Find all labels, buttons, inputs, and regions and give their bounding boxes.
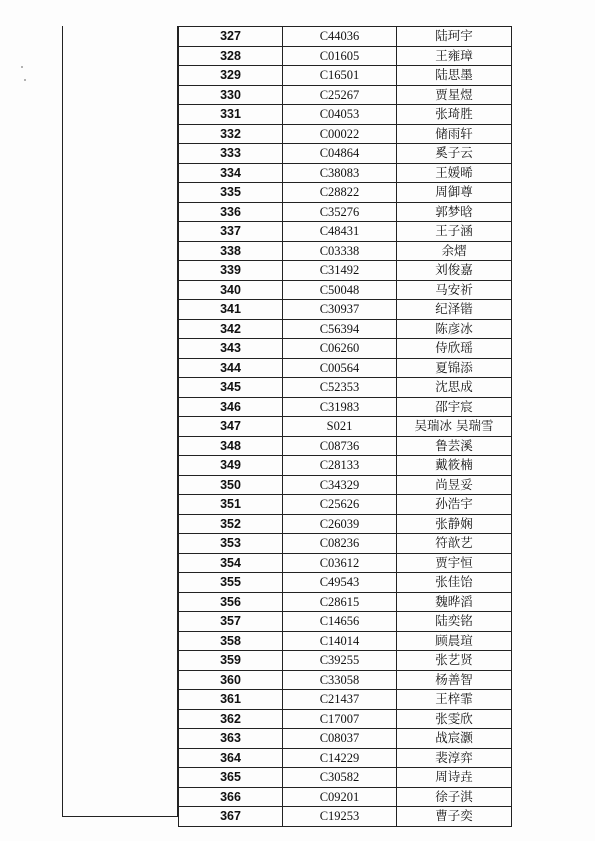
row-number: 330 <box>179 85 283 105</box>
student-name: 魏晔滔 <box>397 592 512 612</box>
table-row <box>179 163 512 183</box>
student-name: 裴淳弈 <box>397 748 512 768</box>
row-number: 333 <box>179 144 283 164</box>
student-name: 符歆艺 <box>397 534 512 554</box>
student-code: C52353 <box>283 378 397 398</box>
student-name: 邵宇宸 <box>397 397 512 417</box>
roster-table-body <box>179 27 512 827</box>
student-name: 纪泽锴 <box>397 300 512 320</box>
student-code: C19253 <box>283 807 397 827</box>
student-code: C28822 <box>283 183 397 203</box>
row-number: 345 <box>179 378 283 398</box>
student-code: C28615 <box>283 592 397 612</box>
table-row <box>179 124 512 144</box>
student-code: C30582 <box>283 768 397 788</box>
student-name: 余熠 <box>397 241 512 261</box>
table-row <box>179 339 512 359</box>
student-code: C17007 <box>283 709 397 729</box>
student-code: C00022 <box>283 124 397 144</box>
table-row <box>179 514 512 534</box>
student-name: 陈彦冰 <box>397 319 512 339</box>
student-name: 鲁芸溪 <box>397 436 512 456</box>
student-code: C01605 <box>283 46 397 66</box>
row-number: 357 <box>179 612 283 632</box>
table-row <box>179 768 512 788</box>
student-name: 张艺贤 <box>397 651 512 671</box>
row-number: 364 <box>179 748 283 768</box>
student-name: 周诗垚 <box>397 768 512 788</box>
row-number: 365 <box>179 768 283 788</box>
row-number: 346 <box>179 397 283 417</box>
table-row <box>179 85 512 105</box>
row-number: 363 <box>179 729 283 749</box>
student-name: 张琦胜 <box>397 105 512 125</box>
student-code: C28133 <box>283 456 397 476</box>
table-row <box>179 748 512 768</box>
student-name: 奚子云 <box>397 144 512 164</box>
table-row <box>179 729 512 749</box>
row-number: 367 <box>179 807 283 827</box>
merged-category-cell <box>62 26 178 817</box>
table-row <box>179 436 512 456</box>
student-name: 周御尊 <box>397 183 512 203</box>
row-number: 349 <box>179 456 283 476</box>
table-row <box>179 417 512 437</box>
student-name: 陆思墨 <box>397 66 512 86</box>
student-code: C35276 <box>283 202 397 222</box>
student-code: C04864 <box>283 144 397 164</box>
row-number: 353 <box>179 534 283 554</box>
student-code: C38083 <box>283 163 397 183</box>
student-code: C08736 <box>283 436 397 456</box>
student-name: 侍欣瑶 <box>397 339 512 359</box>
table-row <box>179 534 512 554</box>
student-name: 沈思成 <box>397 378 512 398</box>
student-name: 马安祈 <box>397 280 512 300</box>
row-number: 337 <box>179 222 283 242</box>
student-name: 夏锦添 <box>397 358 512 378</box>
roster-table <box>178 26 512 827</box>
row-number: 329 <box>179 66 283 86</box>
student-name: 贾宇恒 <box>397 553 512 573</box>
table-row <box>179 475 512 495</box>
student-code: C25267 <box>283 85 397 105</box>
table-row <box>179 144 512 164</box>
row-number: 351 <box>179 495 283 515</box>
row-number: 334 <box>179 163 283 183</box>
student-code: C44036 <box>283 27 397 47</box>
table-row <box>179 456 512 476</box>
student-code: C03338 <box>283 241 397 261</box>
student-name: 徐子淇 <box>397 787 512 807</box>
student-name: 王雍璋 <box>397 46 512 66</box>
table-row <box>179 280 512 300</box>
table-row <box>179 27 512 47</box>
row-number: 362 <box>179 709 283 729</box>
table-row <box>179 690 512 710</box>
row-number: 347 <box>179 417 283 437</box>
row-number: 328 <box>179 46 283 66</box>
student-code: C14229 <box>283 748 397 768</box>
row-number: 332 <box>179 124 283 144</box>
student-name: 陆奕铭 <box>397 612 512 632</box>
student-name: 陆珂宇 <box>397 27 512 47</box>
table-row <box>179 300 512 320</box>
row-number: 342 <box>179 319 283 339</box>
table-row <box>179 592 512 612</box>
student-name: 杨善智 <box>397 670 512 690</box>
student-code: C14014 <box>283 631 397 651</box>
row-number: 356 <box>179 592 283 612</box>
student-name: 尚昱妥 <box>397 475 512 495</box>
student-code: C08236 <box>283 534 397 554</box>
table-row <box>179 202 512 222</box>
student-name: 曹子奕 <box>397 807 512 827</box>
table-row <box>179 319 512 339</box>
table-row <box>179 378 512 398</box>
student-code: C21437 <box>283 690 397 710</box>
table-row <box>179 358 512 378</box>
student-name: 王子涵 <box>397 222 512 242</box>
table-row <box>179 709 512 729</box>
student-name: 张静娴 <box>397 514 512 534</box>
student-name: 张雯欣 <box>397 709 512 729</box>
table-row <box>179 670 512 690</box>
student-code: C31492 <box>283 261 397 281</box>
student-code: C34329 <box>283 475 397 495</box>
student-code: C16501 <box>283 66 397 86</box>
row-number: 335 <box>179 183 283 203</box>
table-row <box>179 573 512 593</box>
student-code: C03612 <box>283 553 397 573</box>
table-row <box>179 553 512 573</box>
student-code: C33058 <box>283 670 397 690</box>
student-code: C09201 <box>283 787 397 807</box>
student-code: C48431 <box>283 222 397 242</box>
student-name: 贾星煜 <box>397 85 512 105</box>
student-name: 郭梦晗 <box>397 202 512 222</box>
student-code: C49543 <box>283 573 397 593</box>
row-number: 348 <box>179 436 283 456</box>
row-number: 341 <box>179 300 283 320</box>
student-name: 刘俊嘉 <box>397 261 512 281</box>
row-number: 344 <box>179 358 283 378</box>
scan-speck <box>21 66 23 68</box>
table-row <box>179 105 512 125</box>
table-row <box>179 241 512 261</box>
student-name: 吴瑞冰 吴瑞雪 <box>397 417 512 437</box>
student-code: C06260 <box>283 339 397 359</box>
student-code: C50048 <box>283 280 397 300</box>
table-row <box>179 397 512 417</box>
student-name: 张佳饴 <box>397 573 512 593</box>
student-name: 戴筱楠 <box>397 456 512 476</box>
row-number: 331 <box>179 105 283 125</box>
student-name: 王梓霏 <box>397 690 512 710</box>
row-number: 350 <box>179 475 283 495</box>
row-number: 366 <box>179 787 283 807</box>
row-number: 361 <box>179 690 283 710</box>
student-code: C08037 <box>283 729 397 749</box>
student-code: C30937 <box>283 300 397 320</box>
table-row <box>179 495 512 515</box>
row-number: 340 <box>179 280 283 300</box>
student-code: C00564 <box>283 358 397 378</box>
row-number: 360 <box>179 670 283 690</box>
table-row <box>179 261 512 281</box>
table-row <box>179 46 512 66</box>
table-row <box>179 222 512 242</box>
row-number: 352 <box>179 514 283 534</box>
student-code: C31983 <box>283 397 397 417</box>
student-code: C14656 <box>283 612 397 632</box>
table-row <box>179 66 512 86</box>
student-code: C25626 <box>283 495 397 515</box>
table-row <box>179 787 512 807</box>
table-row <box>179 612 512 632</box>
student-code: C56394 <box>283 319 397 339</box>
student-code: C04053 <box>283 105 397 125</box>
row-number: 355 <box>179 573 283 593</box>
row-number: 359 <box>179 651 283 671</box>
row-number: 354 <box>179 553 283 573</box>
student-code: C26039 <box>283 514 397 534</box>
student-name: 储雨轩 <box>397 124 512 144</box>
table-row <box>179 631 512 651</box>
table-row <box>179 651 512 671</box>
row-number: 339 <box>179 261 283 281</box>
student-name: 战宸灏 <box>397 729 512 749</box>
scan-speck <box>24 79 26 81</box>
student-code: C39255 <box>283 651 397 671</box>
student-name: 王媛晞 <box>397 163 512 183</box>
row-number: 336 <box>179 202 283 222</box>
student-name: 顾晨瑄 <box>397 631 512 651</box>
student-code: S021 <box>283 417 397 437</box>
row-number: 343 <box>179 339 283 359</box>
student-name: 孙浩宇 <box>397 495 512 515</box>
row-number: 327 <box>179 27 283 47</box>
row-number: 358 <box>179 631 283 651</box>
table-row <box>179 807 512 827</box>
table-row <box>179 183 512 203</box>
row-number: 338 <box>179 241 283 261</box>
